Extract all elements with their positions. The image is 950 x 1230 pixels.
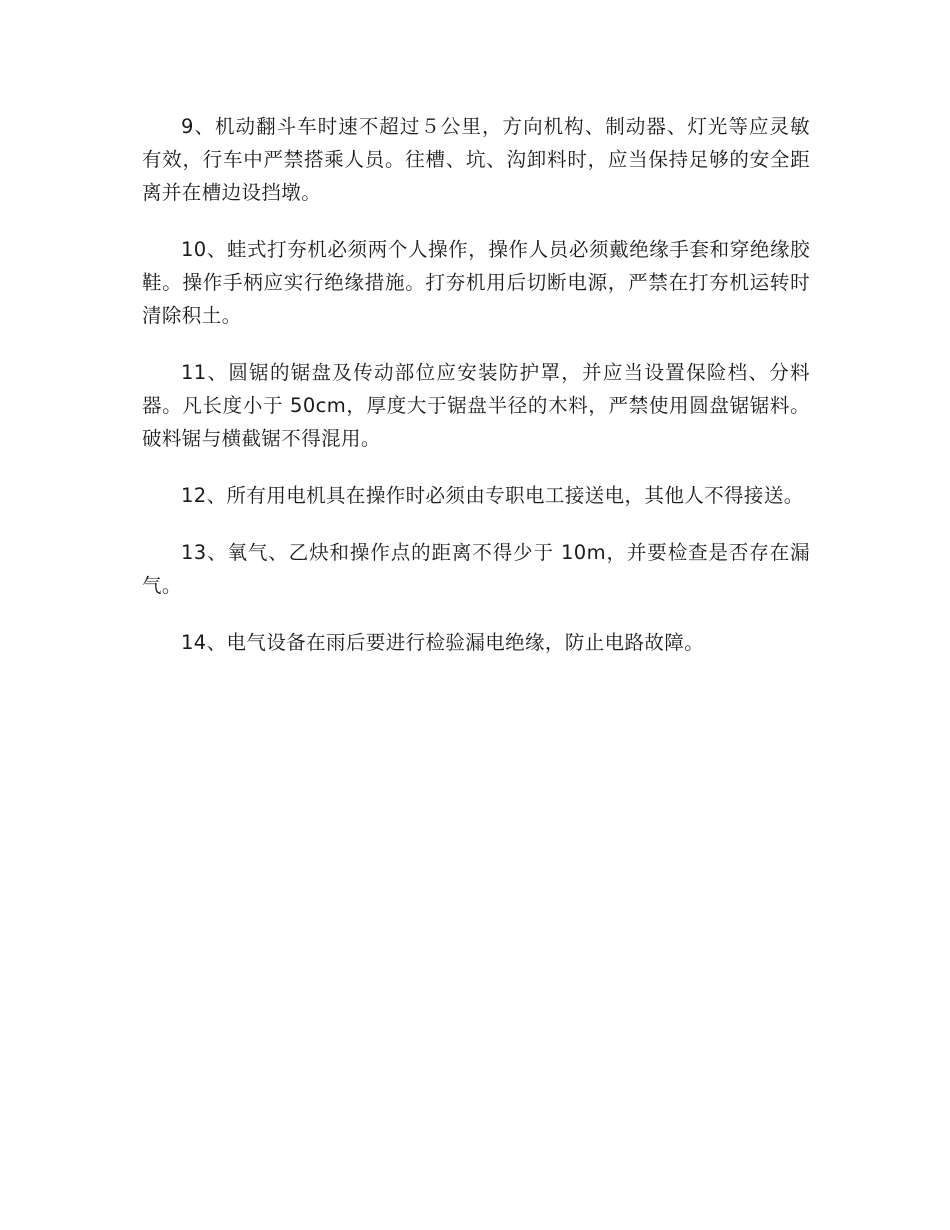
paragraph-item-10: 10、蛙式打夯机必须两个人操作，操作人员必须戴绝缘手套和穿绝缘胶鞋。操作手柄应实行绝缘措施。打夯机用后切断电源，严禁在打夯机运转时清除积土。 (142, 238, 810, 327)
paragraph-item-14: 14、电气设备在雨后要进行检验漏电绝缘，防止电路故障。 (181, 631, 705, 654)
paragraph-item-13: 13、氧气、乙炔和操作点的距离不得少于 10m，并要检查是否存在漏气。 (142, 541, 810, 597)
document-body (142, 110, 810, 683)
paragraph-item-9: 9、机动翻斗车时速不超过５公里，方向机构、制动器、灯光等应灵敏有效，行车中严禁搭乘人员。往槽、坑、沟卸料时，应当保持足够的安全距离并在槽边设挡墩。 (142, 115, 810, 204)
paragraph-item-12: 12、所有用电机具在操作时必须由专职电工接送电，其他人不得接送。 (181, 484, 804, 507)
paragraph-item-11: 11、圆锯的锯盘及传动部位应安装防护罩，并应当设置保险档、分料器。凡长度小于 50cm，厚度大于锯盘半径的木料，严禁使用圆盘锯锯料。破料锯与横截锯不得混用。 (142, 361, 810, 450)
